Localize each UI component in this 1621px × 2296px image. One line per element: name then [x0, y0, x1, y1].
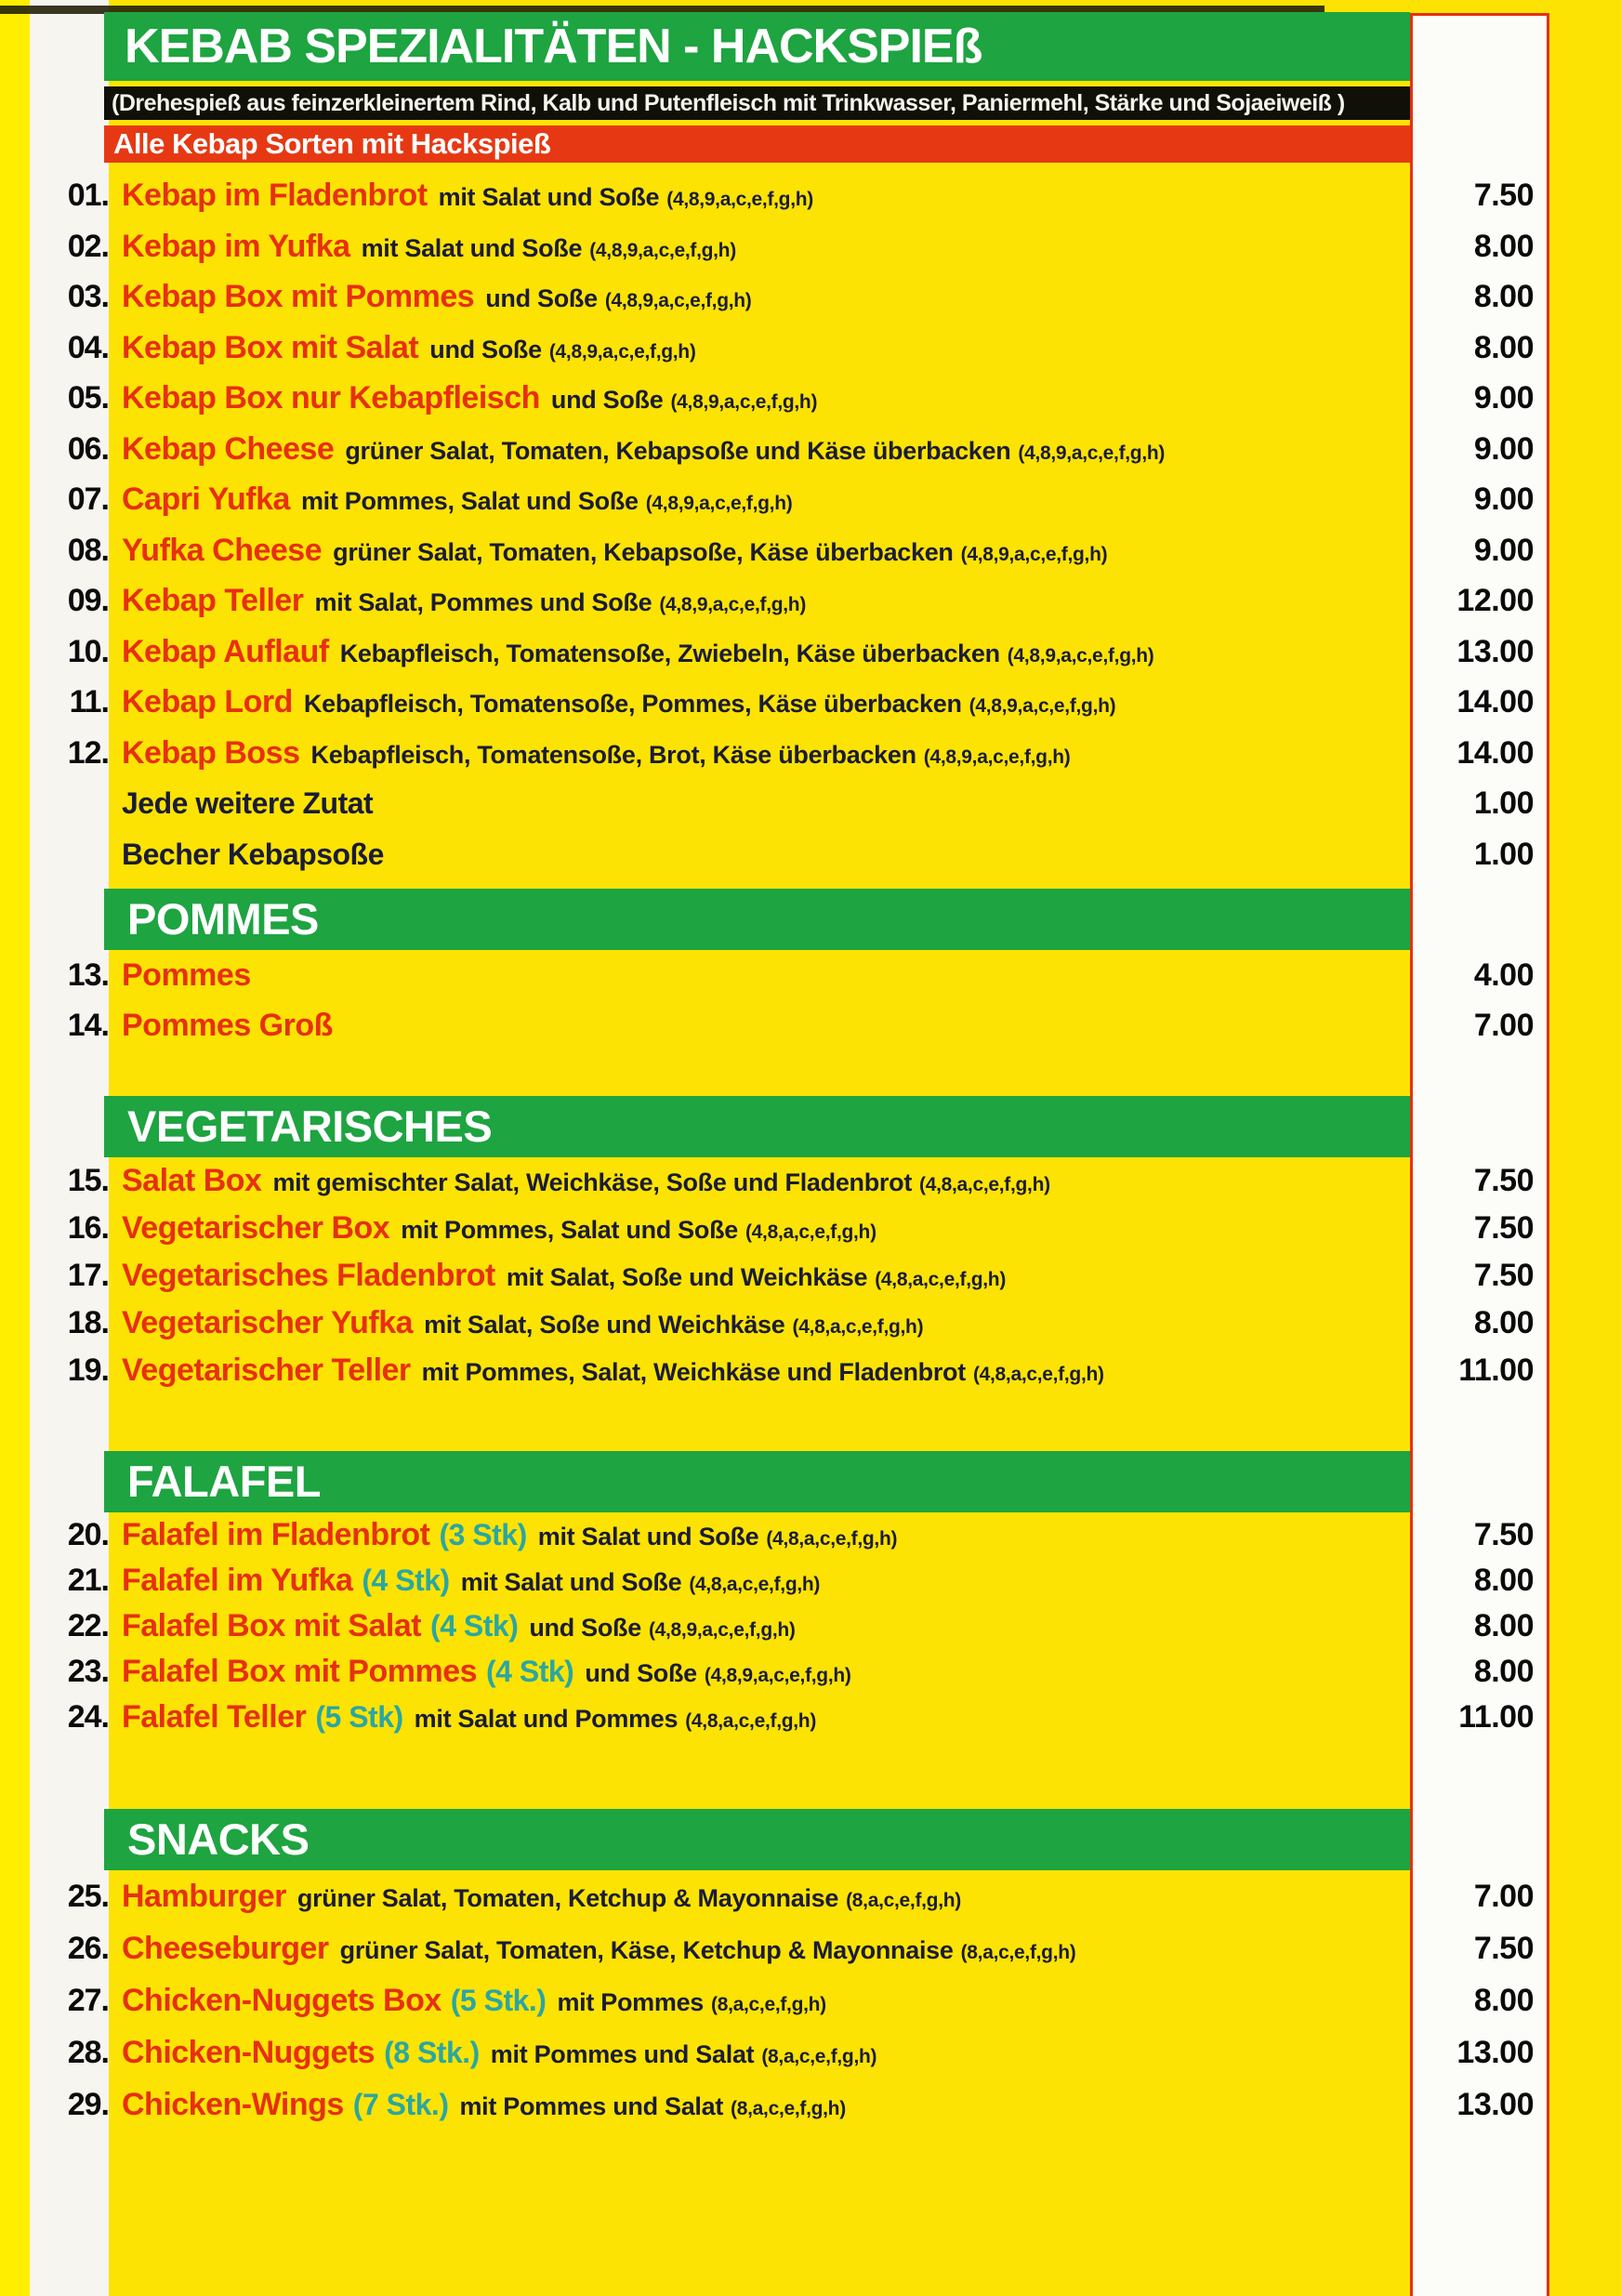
menu-item-row: [30, 950, 1554, 1000]
item-number: 14.: [67, 1008, 109, 1043]
left-margin-strip: [0, 0, 30, 2296]
item-name: Hamburger: [122, 1879, 286, 1914]
item-price: 4.00: [1473, 957, 1534, 993]
item-quantity: (3 Stk): [439, 1518, 527, 1551]
section-snacks-items: [30, 1870, 1554, 2131]
item-price: 8.00: [1473, 329, 1534, 365]
menu-item-row: [30, 221, 1554, 272]
item-price: 7.00: [1473, 1879, 1534, 1914]
item-name: Kebap Teller: [122, 583, 304, 618]
item-name: Chicken-Nuggets: [122, 2035, 376, 2070]
section-header-snacks: SNACKS: [104, 1809, 1410, 1870]
item-price: 8.00: [1473, 1305, 1534, 1340]
item-allergens: (4,8,9,a,c,e,f,g,h): [960, 543, 1108, 565]
item-allergens: (4,8,9,a,c,e,f,g,h): [589, 239, 736, 261]
item-name: Chicken-Nuggets Box: [122, 1983, 441, 2018]
item-text: [122, 837, 384, 871]
item-text: [122, 1305, 924, 1340]
menu-item-row: [30, 525, 1554, 576]
menu-item-row: [30, 1205, 1554, 1252]
item-price: 11.00: [1458, 1353, 1534, 1388]
item-name: Kebap Boss: [122, 734, 300, 771]
item-number: 05.: [67, 380, 109, 416]
item-name: Kebap Box mit Salat: [122, 329, 419, 365]
item-price: 8.00: [1473, 279, 1534, 314]
item-price: 12.00: [1456, 583, 1534, 618]
item-price: 7.50: [1473, 1210, 1534, 1246]
item-text: [122, 1210, 876, 1246]
item-allergens: (4,8,9,a,c,e,f,g,h): [969, 695, 1116, 717]
item-allergens: (4,8,a,c,e,f,g,h): [766, 1528, 898, 1550]
item-description: mit Salat, Soße und Weichkäse: [424, 1311, 785, 1339]
item-number: 18.: [67, 1305, 109, 1340]
item-name: Capri Yufka: [122, 482, 290, 517]
item-quantity: (4 Stk): [362, 1564, 450, 1597]
item-description: mit Salat und Soße: [460, 1568, 682, 1596]
item-name: Pommes Groß: [122, 1008, 333, 1043]
item-allergens: (8,a,c,e,f,g,h): [761, 2046, 877, 2067]
item-description: und Soße: [529, 1614, 641, 1642]
item-text: [122, 1258, 1007, 1293]
menu-item-row: [30, 829, 1554, 880]
item-number: 02.: [67, 228, 109, 264]
item-quantity: (4 Stk): [486, 1655, 574, 1688]
item-price: 9.00: [1473, 482, 1534, 517]
menu-item-row: [30, 778, 1554, 829]
item-text: [122, 1654, 851, 1689]
item-name: Kebap Cheese: [122, 430, 335, 467]
menu-item-row: [30, 271, 1554, 323]
section-header-falafel: FALAFEL: [104, 1451, 1410, 1512]
item-number: 01.: [67, 178, 109, 213]
item-name: Vegetarischer Teller: [122, 1353, 411, 1388]
item-price: 7.50: [1473, 1258, 1534, 1293]
menu-item-row: [30, 1603, 1554, 1649]
item-name: Kebap im Yufka: [122, 228, 350, 264]
item-allergens: (4,8,9,a,c,e,f,g,h): [648, 1619, 796, 1641]
item-price: 7.00: [1473, 1008, 1534, 1043]
item-allergens: (4,8,a,c,e,f,g,h): [919, 1174, 1050, 1195]
item-description: und Soße: [550, 386, 664, 414]
item-text: [122, 532, 1108, 568]
item-number: 28.: [67, 2035, 109, 2070]
item-text: [122, 1983, 826, 2018]
item-allergens: (4,8,9,a,c,e,f,g,h): [604, 290, 752, 311]
item-number: 09.: [67, 583, 109, 618]
item-number: 11.: [69, 684, 109, 719]
item-price: 7.50: [1473, 1517, 1534, 1552]
item-price: 13.00: [1456, 2087, 1534, 2122]
menu-item-row: [30, 1300, 1554, 1347]
item-allergens: (4,8,9,a,c,e,f,g,h): [923, 746, 1071, 768]
menu-item-row: [30, 1000, 1554, 1050]
item-description: mit Salat und Soße: [438, 183, 660, 211]
item-text: [122, 1163, 1050, 1198]
item-description: Kebapfleisch, Tomatensoße, Zwiebeln, Käse überbacken: [339, 639, 1000, 667]
item-text: [122, 684, 1116, 719]
item-description: mit Pommes und Salat: [490, 2040, 755, 2068]
item-description: mit Pommes und Salat: [459, 2092, 724, 2120]
item-price: 8.00: [1473, 228, 1534, 264]
menu-item-row: [30, 575, 1554, 627]
item-allergens: (4,8,9,a,c,e,f,g,h): [704, 1665, 851, 1686]
item-allergens: (4,8,9,a,c,e,f,g,h): [1018, 442, 1166, 464]
item-number: 15.: [67, 1163, 109, 1198]
item-text: [122, 279, 752, 314]
item-description: mit Pommes, Salat und Soße: [401, 1216, 738, 1244]
menu-item-row: [30, 373, 1554, 424]
item-text: [122, 380, 818, 416]
item-quantity: (7 Stk.): [352, 2088, 449, 2121]
item-quantity: (8 Stk.): [384, 2036, 480, 2069]
item-text: [122, 1608, 796, 1643]
item-text: [122, 1879, 961, 1914]
item-text: [122, 228, 736, 264]
item-allergens: (4,8,a,c,e,f,g,h): [745, 1221, 876, 1243]
item-name: Falafel Box mit Pommes: [122, 1654, 478, 1689]
item-name: Yufka Cheese: [122, 532, 323, 568]
menu-item-row: [30, 2026, 1554, 2078]
item-description: grüner Salat, Tomaten, Käse, Ketchup & Mayonnaise: [339, 1936, 954, 1964]
item-name: Kebap Auflauf: [122, 633, 329, 669]
item-description: mit Pommes: [557, 1988, 705, 2016]
item-text: [122, 1563, 821, 1598]
section-pommes-items: [30, 950, 1554, 1050]
item-number: 03.: [67, 279, 109, 314]
item-text: [122, 1517, 898, 1552]
item-allergens: (4,8,9,a,c,e,f,g,h): [666, 189, 813, 210]
item-number: 08.: [67, 532, 109, 568]
menu-item-row: [30, 170, 1554, 221]
item-description: und Soße: [429, 335, 542, 363]
item-text: [122, 482, 793, 517]
item-price: 14.00: [1456, 734, 1534, 771]
item-description: mit Salat und Soße: [361, 233, 583, 262]
item-allergens: (4,8,9,a,c,e,f,g,h): [659, 594, 807, 615]
item-name: Vegetarischer Yufka: [122, 1305, 414, 1340]
section-header-vegetarisches: VEGETARISCHES: [104, 1096, 1410, 1157]
item-text: [122, 1353, 1104, 1388]
item-number: 25.: [67, 1879, 109, 1914]
item-text: [122, 1699, 817, 1735]
item-price: 9.00: [1473, 430, 1534, 467]
item-allergens: (4,8,9,a,c,e,f,g,h): [1007, 644, 1154, 666]
item-price: 8.00: [1473, 1983, 1534, 2018]
item-quantity: (5 Stk): [315, 1700, 403, 1734]
item-price: 14.00: [1456, 684, 1534, 719]
item-number: 27.: [67, 1983, 109, 2018]
menu-item-row: [30, 424, 1554, 475]
item-price: 8.00: [1473, 1654, 1534, 1689]
item-allergens: (4,8,a,c,e,f,g,h): [689, 1574, 821, 1595]
item-number: 19.: [67, 1353, 109, 1388]
item-price: 1.00: [1473, 785, 1534, 821]
item-price: 9.00: [1473, 532, 1534, 568]
menu-item-row: [30, 474, 1554, 525]
item-quantity: (5 Stk.): [450, 1984, 547, 2017]
item-description: und Soße: [485, 284, 598, 312]
menu-item-row: [30, 1922, 1554, 1974]
menu-item-row: [30, 1558, 1554, 1603]
menu-item-row: [30, 1695, 1554, 1740]
item-number: 10.: [67, 633, 109, 669]
item-description: Kebapfleisch, Tomatensoße, Brot, Käse überbacken: [310, 740, 916, 769]
section-header-pommes: POMMES: [104, 889, 1410, 950]
item-description: mit Pommes, Salat und Soße: [300, 487, 639, 515]
item-number: 22.: [67, 1608, 109, 1643]
item-text: [122, 430, 1166, 467]
section-kebab-items: [30, 170, 1554, 879]
item-number: 29.: [67, 2087, 109, 2122]
item-description: grüner Salat, Tomaten, Kebapsoße und Käse überbacken: [345, 436, 1011, 465]
item-name: Falafel Teller: [122, 1699, 307, 1735]
item-text: [122, 734, 1071, 771]
item-price: 7.50: [1473, 1931, 1534, 1966]
ingredient-note: (Drehespieß aus feinzerkleinertem Rind, Kalb und Putenfleisch mit Trinkwasser, Paniermehl, Stärke und Sojaeiweiß ): [104, 86, 1410, 120]
item-name: Kebap im Fladenbrot: [122, 178, 428, 213]
item-number: 16.: [67, 1210, 109, 1246]
item-text: [122, 583, 807, 618]
item-number: 06.: [67, 430, 109, 467]
item-number: 24.: [67, 1699, 109, 1735]
item-description: mit Salat, Soße und Weichkäse: [506, 1263, 868, 1291]
item-name: Kebap Box nur Kebapfleisch: [122, 380, 540, 416]
item-name: Salat Box: [122, 1163, 262, 1198]
item-description: Kebapfleisch, Tomatensoße, Pommes, Käse überbacken: [303, 690, 962, 718]
item-allergens: (4,8,9,a,c,e,f,g,h): [548, 340, 696, 363]
item-name: Becher Kebapsoße: [122, 837, 384, 871]
menu-item-row: [30, 627, 1554, 678]
item-allergens: (4,8,a,c,e,f,g,h): [972, 1364, 1104, 1385]
item-text: [122, 957, 251, 993]
item-number: 21.: [67, 1563, 109, 1598]
item-name: Vegetarischer Box: [122, 1210, 390, 1246]
item-allergens: (8,a,c,e,f,g,h): [846, 1890, 961, 1911]
item-price: 8.00: [1473, 1608, 1534, 1643]
item-text: [122, 633, 1154, 669]
item-name: Kebap Box mit Pommes: [122, 279, 475, 314]
item-price: 1.00: [1473, 836, 1534, 872]
item-description: mit Salat und Soße: [537, 1523, 759, 1550]
item-allergens: (4,8,a,c,e,f,g,h): [792, 1316, 924, 1338]
item-price: 13.00: [1456, 2035, 1534, 2070]
item-number: 17.: [67, 1258, 109, 1293]
item-number: 07.: [67, 482, 109, 517]
item-number: 13.: [67, 957, 109, 993]
item-description: mit Pommes, Salat, Weichkäse und Fladenbrot: [421, 1358, 966, 1386]
section-falafel-items: [30, 1512, 1554, 1740]
item-number: 20.: [67, 1517, 109, 1552]
item-description: mit gemischter Salat, Weichkäse, Soße und Fladenbrot: [272, 1168, 913, 1196]
menu-item-row: [30, 1347, 1554, 1394]
item-text: [122, 2087, 846, 2122]
item-allergens: (4,8,a,c,e,f,g,h): [685, 1710, 817, 1732]
item-allergens: (4,8,9,a,c,e,f,g,h): [645, 493, 793, 514]
item-text: [122, 329, 696, 365]
item-name: Chicken-Wings: [122, 2087, 344, 2122]
item-price: 8.00: [1473, 1563, 1534, 1598]
menu-item-row: [30, 1512, 1554, 1558]
item-allergens: (8,a,c,e,f,g,h): [711, 1994, 826, 2015]
item-number: 04.: [67, 329, 109, 365]
item-price: 9.00: [1473, 380, 1534, 416]
item-name: Jede weitere Zutat: [122, 786, 374, 820]
item-allergens: (8,a,c,e,f,g,h): [960, 1942, 1076, 1963]
menu-content: [30, 12, 1554, 2131]
item-name: Vegetarisches Fladenbrot: [122, 1258, 495, 1293]
menu-item-row: [30, 1157, 1554, 1205]
item-text: [122, 1008, 333, 1043]
item-description: mit Salat und Pommes: [414, 1705, 679, 1733]
item-price: 13.00: [1456, 633, 1534, 669]
item-name: Falafel im Fladenbrot: [122, 1517, 430, 1552]
menu-item-row: [30, 2078, 1554, 2131]
menu-item-row: [30, 1870, 1554, 1922]
item-allergens: (4,8,9,a,c,e,f,g,h): [670, 391, 818, 413]
item-price: 7.50: [1473, 1163, 1534, 1198]
item-allergens: (8,a,c,e,f,g,h): [731, 2098, 846, 2119]
menu-item-row: [30, 1974, 1554, 2026]
item-text: [122, 786, 374, 820]
item-description: grüner Salat, Tomaten, Ketchup & Mayonnaise: [297, 1884, 839, 1912]
item-number: 23.: [67, 1654, 109, 1689]
item-number: 26.: [67, 1931, 109, 1966]
item-text: [122, 178, 813, 213]
item-text: [122, 1931, 1076, 1966]
item-allergens: (4,8,a,c,e,f,g,h): [875, 1269, 1007, 1290]
item-price: 11.00: [1458, 1699, 1534, 1735]
item-name: Falafel im Yufka: [122, 1563, 353, 1598]
item-description: grüner Salat, Tomaten, Kebapsoße, Käse überbacken: [333, 537, 954, 566]
item-description: mit Salat, Pommes und Soße: [314, 588, 652, 616]
section-vegetarisches-items: [30, 1157, 1554, 1394]
menu-item-row: [30, 323, 1554, 374]
menu-item-row: [30, 1252, 1554, 1300]
item-name: Falafel Box mit Salat: [122, 1608, 422, 1643]
item-name: Cheeseburger: [122, 1931, 329, 1966]
menu-item-row: [30, 677, 1554, 728]
page-title: KEBAB SPEZIALITÄTEN - HACKSPIEß: [104, 12, 1410, 81]
item-description: und Soße: [585, 1659, 697, 1687]
item-price: 7.50: [1473, 178, 1534, 213]
item-name: Pommes: [122, 957, 251, 993]
item-number: 12.: [67, 734, 109, 771]
menu-item-row: [30, 728, 1554, 779]
item-text: [122, 2035, 877, 2070]
hackspiess-banner: Alle Kebap Sorten mit Hackspieß: [104, 125, 1410, 163]
menu-item-row: [30, 1649, 1554, 1695]
item-name: Kebap Lord: [122, 684, 293, 719]
item-quantity: (4 Stk): [430, 1609, 519, 1643]
